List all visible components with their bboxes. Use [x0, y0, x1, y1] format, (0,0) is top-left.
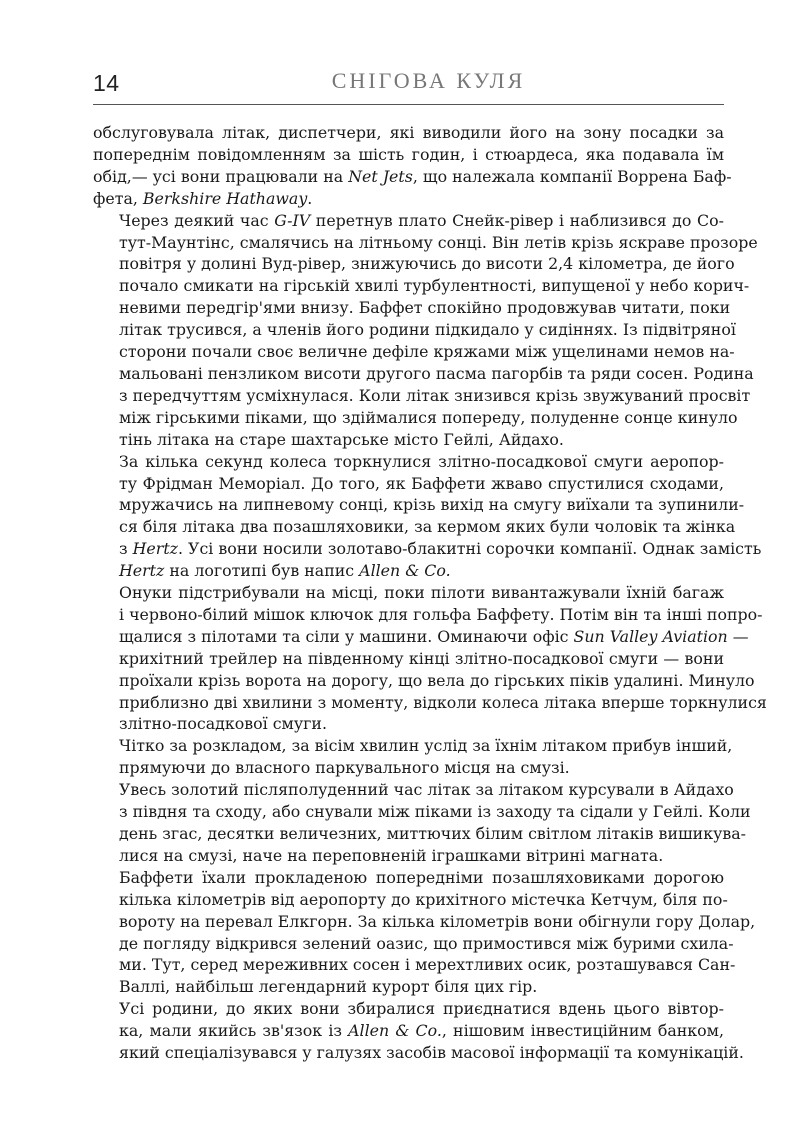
text-line: попереднім повідомленням за шість годин, і стюардеса, яка подавала їм [93, 144, 724, 164]
paragraph [93, 582, 767, 735]
text-line: тут-Маунтінс, смалячись на літньому сонці. Він летів крізь яскраве прозоре [119, 232, 758, 252]
text-line: який спеціалізувався у галузях засобів масової інформації та комунікацій. [119, 1043, 744, 1063]
text-line: сторони почали своє величне дефіле кряжами між ущелинами немов на- [119, 342, 735, 362]
text-line: обслуговувала літак, диспетчери, які виводили його на зону посадки за [93, 123, 724, 142]
page-header [93, 66, 724, 106]
text-line: з півдня та сходу, або снували між піками із заходу та сідали у Гейлі. Коли [119, 802, 751, 822]
text-line: між гірськими піками, що здіймалися попереду, полуденне сонце кинуло [119, 407, 738, 427]
text-line: літак трусився, а членів його родини підкидало у сидіннях. Із підвітряної [119, 320, 736, 340]
text-line: приблизно дві хвилини з моменту, відколи колеса літака вперше торкнулися [119, 692, 767, 712]
text-line: ми. Тут, серед мереживних сосен і мерехтливих осик, розташувався Сан- [119, 955, 736, 975]
text-line: Усі родини, до яких вони збиралися приєднатися вдень цього вівтор- [119, 999, 724, 1019]
text-line: За кілька секунд колеса торкнулися злітно-посадкової смуги аеропор- [119, 451, 724, 471]
text-line: Hertz на логотипі був напис Allen & Co. [119, 561, 451, 581]
paragraph [93, 451, 762, 582]
paragraph [93, 779, 751, 867]
text-line: повітря у долині Вуд-рівер, знижуючись до висоти 2,4 кілометра, де його [119, 254, 735, 274]
text-line: тінь літака на старе шахтарське місто Гейлі, Айдахо. [119, 429, 564, 449]
text-line: кілька кілометрів від аеропорту до крихітного містечка Кетчум, біля по- [119, 889, 728, 909]
text-line: з Hertz. Усі вони носили золотаво-блакитні сорочки компанії. Однак замість [119, 539, 762, 559]
running-title: СНІГОВА КУЛЯ [331, 68, 526, 93]
text-line: де погляду відкрився зелений оазис, що примостився між бурими схила- [119, 933, 734, 953]
text-line: день згас, десятки величезних, миттючих білим світлом літаків вишикува- [119, 824, 747, 843]
header-rule [93, 104, 724, 105]
text-line: Баффети їхали прокладеною попередніми позашляховиками дорогою [119, 867, 724, 887]
text-line: проїхали крізь ворота на дорогу, що вела до гірських піків удалині. Минуло [119, 670, 755, 690]
text-line: вороту на перевал Елкгорн. За кілька кілометрів вони обігнули гору Долар, [119, 911, 756, 931]
page-number: 14 [93, 70, 120, 96]
body-text [93, 122, 767, 1064]
paragraph [93, 735, 733, 779]
text-line: фета, Berkshire Hathaway. [93, 188, 313, 208]
text-line: Увесь золотий післяполуденний час літак за літаком курсували в Айдахо [119, 780, 734, 800]
text-line: Через деякий час G-IV перетнув плато Снейк-рівер і наблизився до Со- [119, 210, 724, 230]
text-line: ту Фрідман Меморіал. До того, як Баффети жваво спустилися сходами, [119, 473, 724, 493]
text-line: обід,— усі вони працювали на Net Jets, що належала компанії Воррена Баф- [93, 166, 732, 186]
text-line: Онуки підстрибували на місці, поки пілоти вивантажували їхній багаж [119, 583, 724, 603]
text-line: Валлі, найбільш легендарний курорт біля цих гір. [119, 977, 538, 997]
paragraph [93, 122, 732, 210]
text-line: щалися з пілотами та сіли у машини. Оминаючи офіс Sun Valley Aviation — [119, 626, 749, 646]
text-line: ся біля літака два позашляховики, за кермом яких були чоловік та жінка [119, 517, 736, 537]
paragraph [93, 210, 758, 451]
text-line: ка, мали якийсь зв'язок із Allen & Co., нішовим інвестиційним банком, [119, 1021, 724, 1041]
text-line: прямуючи до власного паркувального місця на смузі. [119, 758, 570, 778]
text-line: лися на смузі, наче на переповненій іграшками вітрині магната. [119, 845, 664, 865]
text-line: злітно-посадкової смуги. [119, 714, 327, 734]
text-line: почало смикати на гірській хвилі турбулентності, випущеної у небо корич- [119, 276, 750, 296]
text-line: з передчуттям усміхнулася. Коли літак знизився крізь звужуваний просвіт [119, 385, 751, 405]
text-line: мальовані пензликом висоти другого пасма пагорбів та ряди сосен. Родина [119, 363, 754, 383]
text-line: Чітко за розкладом, за вісім хвилин услід за їхнім літаком прибув інший, [119, 736, 733, 756]
text-line: і червоно-білий мішок ключок для гольфа Баффету. Потім він та інші попро- [119, 604, 763, 624]
text-line: невими передгір'ями внизу. Баффет спокійно продовжував читати, поки [119, 298, 731, 318]
text-line: мружачись на липневому сонці, крізь вихід на смугу виїхали та зупинили- [119, 495, 745, 515]
paragraph [93, 867, 756, 998]
text-line: крихітний трейлер на південному кінці злітно-посадкової смуги — вони [119, 648, 724, 668]
paragraph [93, 998, 744, 1064]
